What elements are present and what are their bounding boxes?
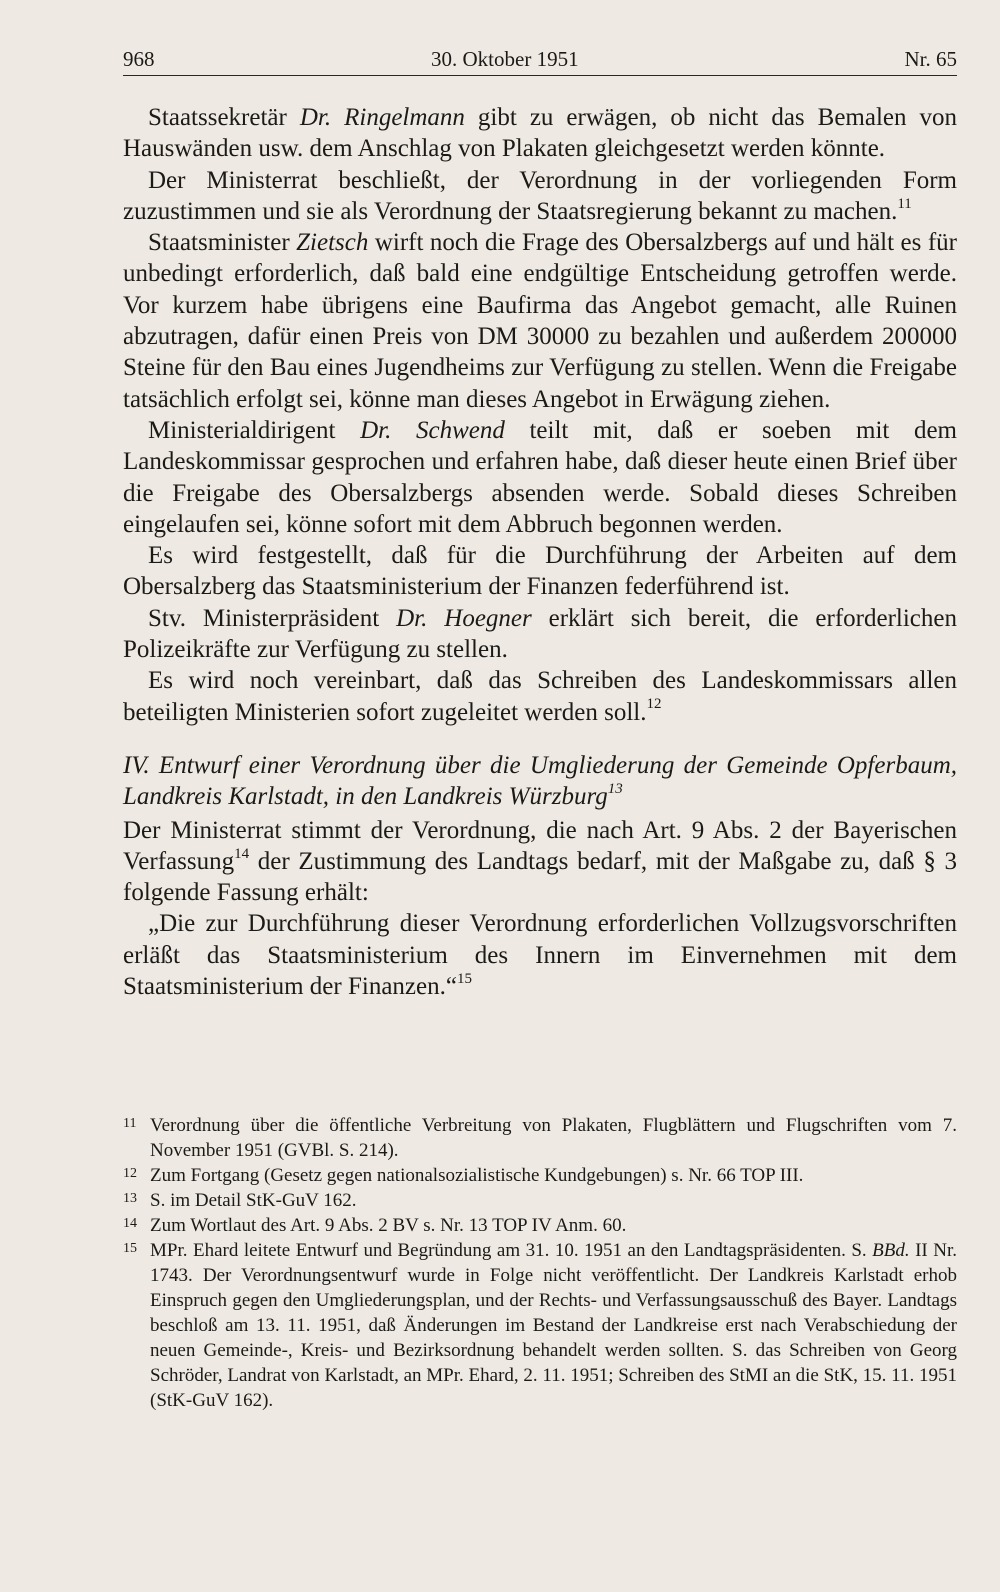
- speaker-name: Zietsch: [296, 229, 369, 257]
- text-span: Es wird festgestellt, daß für die Durchführung der Arbeiten auf dem Obersalzberg das Staatsministerium der Finanzen federführend ist.: [123, 542, 957, 601]
- paragraph-section-decision: [123, 815, 957, 909]
- text-span: Stv. Ministerpräsident: [148, 604, 397, 632]
- speaker-name: Dr. Ringelmann: [299, 104, 465, 131]
- paragraph-schwend: [123, 415, 957, 540]
- paragraph-hoegner: [123, 603, 957, 666]
- header-date: 30. Oktober 1951: [431, 47, 579, 71]
- paragraph-zietsch: [123, 227, 957, 415]
- footnote-number: 14: [123, 1216, 137, 1231]
- footnote-text: II Nr. 1743. Der Verordnungsentwurf wurde in Folge nicht veröffentlicht. Der Landkreis Karlstadt erhob Einspruch gegen den Umgliederungsplan, und der Rechts- und Verfassungsausschuß des Bayer. Landtags beschloß am 13. 11. 1951, daß Änderungen im Bestand der Landkreise erst nach Verabschiedung der neuen Gemeinde-, Kreis- und Bezirksordnung behandelt werden sollten. S. das Schreiben von Georg Schröder, Landrat von Karlstadt, an MPr. Ehard, 2. 11. 1951; Schreiben des StMI an die StK, 15. 11. 1951 (StK-GuV 162).: [150, 1240, 957, 1411]
- text-span: der Zustimmung des Landtags bedarf, mit der Maßgabe zu, daß § 3 folgende Fassung erhält:: [123, 847, 957, 907]
- footnote: [123, 1188, 957, 1213]
- header-rule: [123, 75, 957, 76]
- footnote-text: MPr. Ehard leitete Entwurf und Begründung am 31. 10. 1951 an den Landtagspräsidenten. S.: [150, 1240, 873, 1261]
- running-header: [123, 44, 957, 74]
- quoted-text: „Die zur Durchführung dieser Verordnung erforderlichen Vollzugsvorschriften erläßt das Staatsministerium des Innern im Einvernehmen mit dem Staatsministerium der Finanzen.“: [123, 910, 957, 1001]
- paragraph-ringelmann: [123, 102, 957, 165]
- footnote-text: S. im Detail StK-GuV 162.: [150, 1190, 357, 1211]
- footnote-number: 15: [123, 1241, 137, 1256]
- text-span: erklärt sich bereit, die erforderlichen Polizeikräfte zur Verfügung zu stellen.: [123, 604, 957, 664]
- footnote-text: Verordnung über die öffentliche Verbreitung von Plakaten, Flugblättern und Flugschriften vom 7. November 1951 (GVBl. S. 214).: [150, 1115, 957, 1161]
- paragraph-agreement: [123, 665, 957, 728]
- page-number: 968: [123, 47, 155, 71]
- text-span: Es wird noch vereinbart, daß das Schreiben des Landeskommissars allen beteiligten Ministerien sofort zugeleitet werden soll.: [123, 667, 957, 726]
- footnote-number: 12: [123, 1166, 137, 1181]
- footnote: [123, 1163, 957, 1188]
- text-span: Staatsminister: [148, 229, 297, 257]
- footnotes: [123, 1113, 957, 1413]
- footnote-ref: 14: [234, 845, 250, 862]
- text-span: Ministerialdirigent: [148, 416, 361, 444]
- footnote-ref: 11: [897, 195, 912, 212]
- paragraph-finding: [123, 540, 957, 603]
- speaker-name: Dr. Hoegner: [396, 604, 532, 632]
- footnote-text: Zum Wortlaut des Art. 9 Abs. 2 BV s. Nr. 13 TOP IV Anm. 60.: [150, 1215, 627, 1236]
- footnote-number: 11: [123, 1116, 137, 1131]
- text-span: Staatssekretär: [148, 104, 300, 131]
- text-span: Der Ministerrat beschließt, der Verordnung in der vorliegenden Form zuzustimmen und sie als Verordnung der Staatsregierung bekannt zu machen.: [123, 166, 957, 225]
- footnote-italic-text: BBd.: [872, 1240, 910, 1261]
- footnote-ref: 13: [607, 780, 623, 797]
- text-span: wirft noch die Frage des Obersalzbergs auf und hält es für unbedingt erforderlich, daß bald eine endgültige Entscheidung getroffen werde. Vor kurzem habe übrigens eine Baufirma das Angebot gemacht, alle Ruinen abzutragen, dafür einen Preis von DM 30000 zu bezahlen und außerdem 200000 Steine für den Bau eines Jugendheims zur Verfügung zu stellen. Wenn die Freigabe tatsächlich erfolgt sei, könne man dieses Angebot in Erwägung ziehen.: [123, 229, 957, 413]
- paragraph-quote: [123, 908, 957, 1002]
- footnote: [123, 1113, 957, 1163]
- footnote-text: Zum Fortgang (Gesetz gegen nationalsozialistische Kundgebungen) s. Nr. 66 TOP III.: [150, 1165, 804, 1186]
- footnote: [123, 1238, 957, 1413]
- footnote-number: 13: [123, 1191, 137, 1206]
- footnote-ref: 12: [646, 696, 662, 713]
- section-heading: [123, 750, 957, 813]
- footnote-ref: 15: [456, 970, 472, 987]
- text-span: gibt zu erwägen, ob nicht das Bemalen von Hauswänden usw. dem Anschlag von Plakaten gleichgesetzt werden könnte.: [123, 104, 957, 163]
- heading-text: IV. Entwurf einer Verordnung über die Umgliederung der Gemeinde Opferbaum, Landkreis Karlstadt, in den Landkreis Würzburg: [123, 751, 957, 811]
- text-span: teilt mit, daß er soeben mit dem Landeskommissar gesprochen und erfahren habe, daß dieser heute einen Brief über die Freigabe des Obersalzbergs absenden werde. Sobald dieses Schreiben eingelaufen sei, könne sofort mit dem Abbruch begonnen werden.: [123, 416, 957, 538]
- main-text: [123, 102, 957, 1002]
- text-span: Der Ministerrat stimmt der Verordnung, die nach Art. 9 Abs. 2 der Bayerischen Verfassung: [123, 816, 957, 875]
- paragraph-decision: [123, 165, 957, 228]
- issue-number: Nr. 65: [904, 47, 957, 71]
- speaker-name: Dr. Schwend: [360, 416, 505, 444]
- footnote: [123, 1213, 957, 1238]
